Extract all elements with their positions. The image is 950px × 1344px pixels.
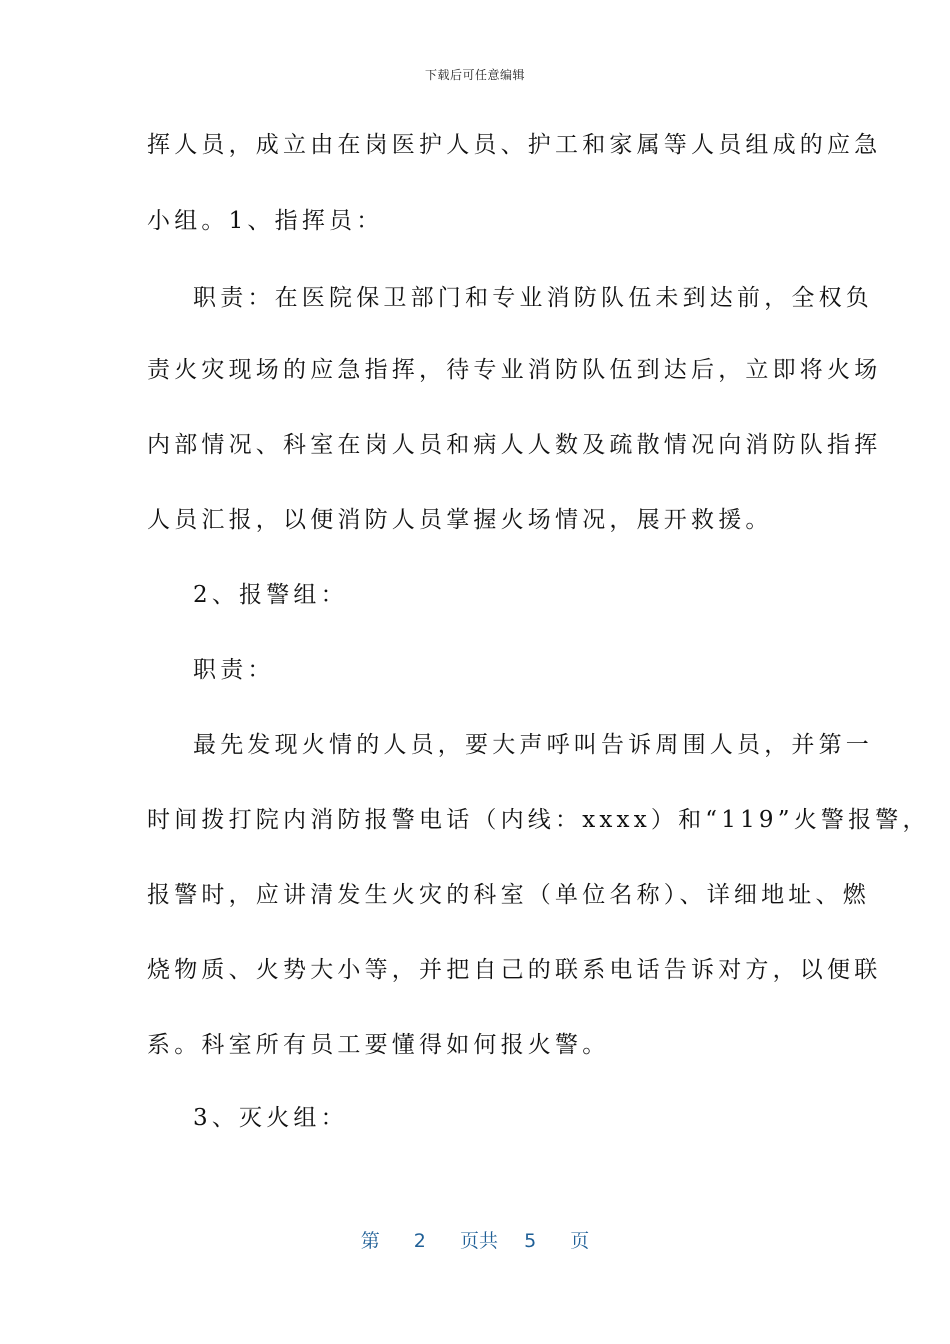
- body-line-13: 系。科室所有员工要懂得如何报火警。: [147, 1032, 610, 1058]
- footer-middle: 页共: [459, 1230, 498, 1252]
- body-line-14: 3、灭火组：: [193, 1105, 348, 1131]
- body-line-4: 责火灾现场的应急指挥，待专业消防队伍到达后，立即将火场: [147, 357, 882, 383]
- page-footer: [0, 1226, 950, 1253]
- body-line-5: 内部情况、科室在岗人员和病人人数及疏散情况向消防队指挥: [147, 432, 882, 458]
- body-line-11: 报警时，应讲清发生火灾的科室（单位名称）、详细地址、燃: [147, 882, 870, 908]
- body-line-10: 时间拨打院内消防报警电话（内线：xxxx）和“119”火警报警，: [147, 807, 930, 833]
- body-line-7: 2、报警组：: [193, 582, 348, 608]
- footer-total-pages: 5: [524, 1230, 537, 1252]
- body-line-1: 挥人员，成立由在岗医护人员、护工和家属等人员组成的应急: [147, 132, 882, 158]
- header-note: 下载后可任意编辑: [424, 68, 525, 82]
- body-line-12: 烧物质、火势大小等，并把自己的联系电话告诉对方，以便联: [147, 957, 882, 983]
- body-line-3: 职责：在医院保卫部门和专业消防队伍未到达前，全权负: [193, 285, 873, 311]
- body-line-2: 小组。1、指挥员：: [147, 208, 384, 234]
- footer-page-number: 2: [413, 1230, 426, 1252]
- body-line-9: 最先发现火情的人员，要大声呼叫告诉周围人员，并第一: [193, 732, 873, 758]
- body-line-8: 职责：: [193, 657, 275, 683]
- body-line-6: 人员汇报，以便消防人员掌握火场情况，展开救援。: [147, 507, 773, 533]
- footer-prefix: 第: [360, 1230, 380, 1252]
- footer-suffix: 页: [570, 1230, 590, 1252]
